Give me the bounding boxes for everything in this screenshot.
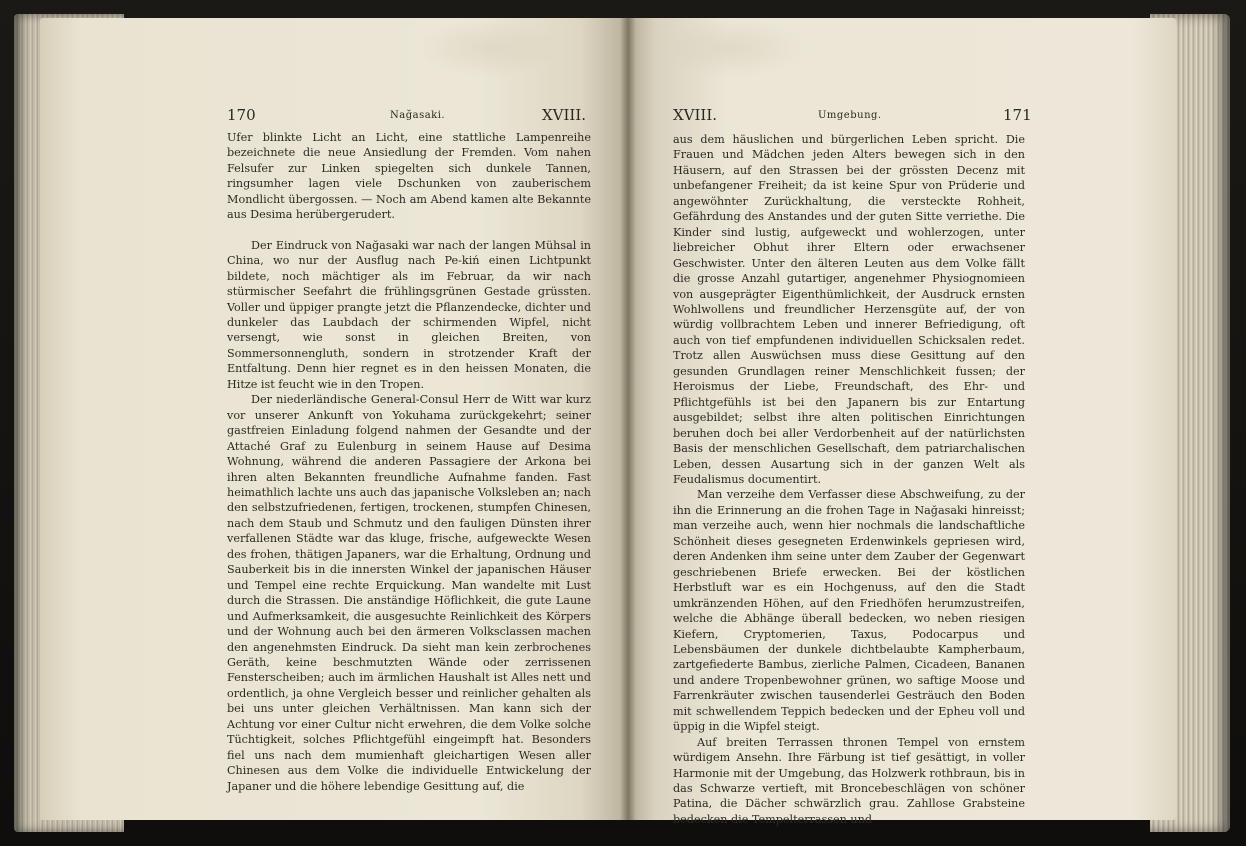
chapter-number: XVIII.	[542, 106, 587, 124]
running-title: Umgebung.	[818, 110, 882, 121]
right-page	[628, 18, 1176, 826]
paragraph: Der niederländische General-Consul Herr de Witt war kurz vor unserer Ankunft von Yokuhama zurückgekehrt; seiner gastfreien Einladung folgend nahmen der Gesandte und der Attaché Graf zu Eulenburg in seinem Hause auf Desima Wohnung, während die anderen Passagiere der Arkona bei ihren alten Bekannten freundliche Aufnahme fanden. Fast heimathlich lachte uns auch das japanische Volksleben an; nach den selbstzufriedenen, fertigen, trockenen, stumpfen Chinesen, nach dem Staub und Schmutz und den fauligen Dünsten ihrer verfallenen Städte war das kluge, frische, aufgeweckte Wesen des frohen, thätigen Japaners, war die Erhaltung, Ordnung und Sauberkeit bis in die innersten Winkel der japanischen Häuser und Tempel eine rechte Erquickung. Man wandelte mit Lust durch die Strassen. Die anständige Höflichkeit, die gute Laune und Aufmerksamkeit, die ausgesuchte Reinlichkeit des Körpers und der Wohnung auch bei den ärmeren Volksclassen machen den angenehmsten Eindruck. Da sieht man kein zerbrochenes Geräth, keine beschmutzten Wände oder zerrissenen Fensterscheiben; auch im ärmlichen Haushalt ist Alles nett und ordentlich, ja ohne Vergleich besser und reinlicher gehalten als bei uns unter gleichen Verhältnissen. Man kann sich der Achtung vor einer Cultur nicht erwehren, die dem Volke solche Tüchtigkeit, solches Pflichtgefühl eingeimpft hat. Besonders fiel uns nach dem mumienhaft gleichartigen Wesen aller Chinesen aus dem Volke die individuelle Entwickelung der Japaner und die höhere lebendige Gesittung auf, die	[227, 393, 592, 793]
paragraph: Ufer blinkte Licht an Licht, eine stattliche Lampenreihe bezeichnete die neue Ansiedlung der Fremden. Vom nahen Felsufer zur Linken spiegelten sich dunkele Tannen, ringsumher lagen viele Dschunken von zauberischem Mondlicht übergossen. — Noch am Abend kamen alte Bekannte aus Desima herübergerudert.	[227, 131, 591, 222]
page-number: 170	[227, 106, 256, 124]
chapter-number: XVIII.	[673, 106, 718, 124]
paper-stain	[658, 18, 808, 78]
page-number: 171	[1003, 106, 1032, 124]
paragraph: Man verzeihe dem Verfasser diese Abschweifung, zu der ihn die Erinnerung an die frohen Tage in Nağasaki hinreisst; man verzeihe auch, wenn hier nochmals die landschaftliche Schönheit dieses gesegneten Erdenwinkels gepriesen wird, deren Andenken ihm seine unter dem Zauber der Gegenwart geschriebenen Briefe erwecken. Bei der köstlichen Herbstluft war es ein Hochgenuss, auf den die Stadt umkränzenden Höhen, auf den Friedhöfen herumzustreifen, welche die Abhänge überall bedecken, wo neben riesigen Kiefern, Cryptomerien, Taxus, Podocarpus und Lebensbäumen der dunkele dichtbelaubte Kampherbaum, zartgefiederte Bambus, zierliche Palmen, Cicadeen, Bananen und andere Tropenbewohner grünen, wo saftige Moose und Farrenkräuter zwischen tausenderlei Gesträuch den Boden mit schwellendem Teppich bedecken und der Epheu voll und üppig in die Wipfel steigt.	[673, 488, 1025, 734]
book-gutter	[620, 18, 636, 820]
right-page-header	[628, 106, 1176, 128]
paragraph: Der Eindruck von Nağasaki war nach der langen Mühsal in China, wo nur der Ausflug nach Pe-kiń einen Lichtpunkt bildete, noch mächtiger als im Februar, da wir nach stürmischer Seefahrt die frühlingsgrünen Gestade grüssten. Voller und üppiger prangte jetzt die Pflanzendecke, dichter und dunkeler das Laubdach der schirmenden Wipfel, nicht versengt, wie sonst in gleichen Breiten, von Sommersonnengluth, sondern in strotzender Kraft der Entfaltung. Denn hier regnet es in den heissen Monaten, die Hitze ist feucht wie in den Tropen.	[227, 238, 591, 391]
running-title: Nağasaki.	[390, 110, 446, 121]
paper-stain	[420, 18, 560, 78]
paragraph: aus dem häuslichen und bürgerlichen Leben spricht. Die Frauen und Mädchen jeden Alters bewegen sich in den Häusern, auf den Strassen bei der grössten Decenz mit unbefangener Freiheit; da ist keine Spur von Prüderie und angewöhnter Zurückhaltung, die versteckte Rohheit, Gefährdung des Anstandes und der guten Sitte verriethe. Die Kinder sind lustig, aufgeweckt und wohlerzogen, unter liebreicher Obhut ihrer Eltern oder erwachsener Geschwister. Unter den älteren Leuten aus dem Volke fällt die grosse Anzahl gutartiger, angenehmer Physiognomieen von ausgeprägter Eigenthümlichkeit, der Ausdruck ernsten Wohlwollens und freundlicher Herzensgüte auf, der von würdig vollbrachtem Leben und innerer Befriedigung, oft auch von tief empfundenen individuellen Schicksalen redet. Trotz allen Auswüchsen muss diese Gesittung auf den gesunden Grundlagen reiner Menschlichkeit fussen; der Heroismus der Liebe, Freundschaft, des Ehr- und Pflichtgefühls ist bei den Japanern bis zur Entartung ausgebildet; selbst ihre alten politischen Einrichtungen beruhen doch bei aller Verdorbenheit auf der natürlichsten Basis der menschlichen Gesellschaft, dem patriarchalischen Leben, dessen Ausartung sich in der ganzen Welt als Feudalismus documentirt.	[673, 133, 1025, 486]
right-text-block	[673, 132, 1025, 827]
paragraph: Auf breiten Terrassen thronen Tempel von ernstem würdigem Ansehn. Ihre Färbung ist tief gesättigt, in voller Harmonie mit der Umgebung, das Holzwerk rothbraun, bis in das Schwarze vertieft, mit Broncebeschlägen von schöner Patina, die Dächer schwärzlich grau. Zahllose Grabsteine bedecken die Tempelterrassen und	[673, 735, 1025, 826]
left-text-block	[227, 130, 591, 794]
left-page	[40, 18, 628, 820]
left-page-header	[40, 106, 628, 128]
